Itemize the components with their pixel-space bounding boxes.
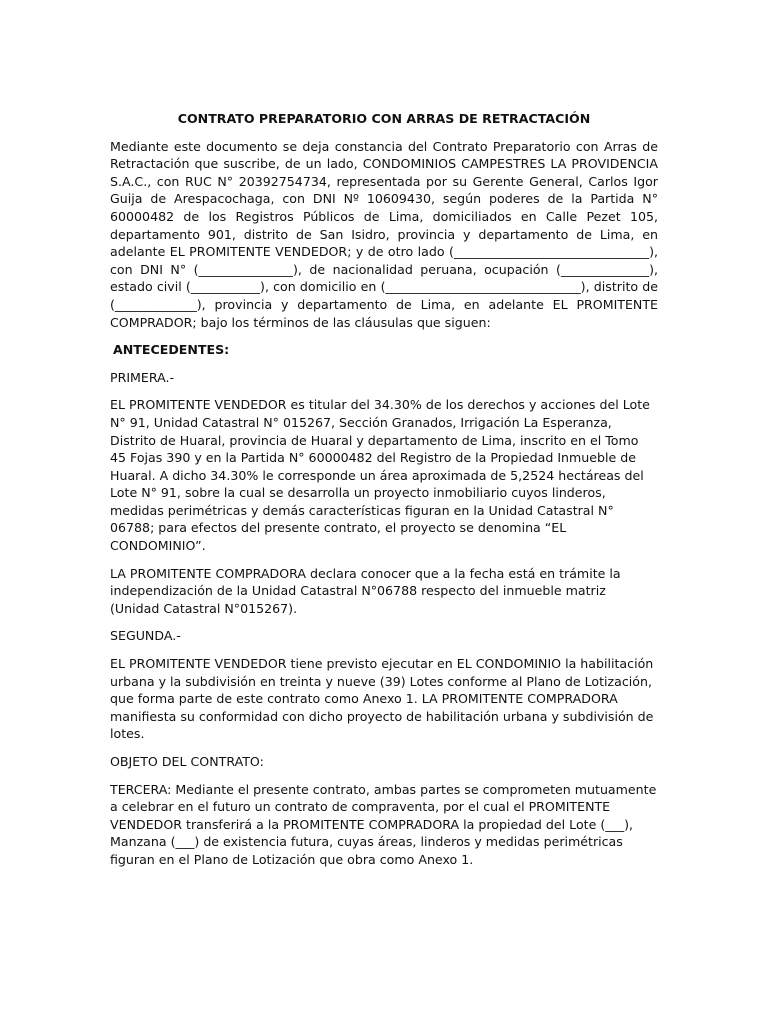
clause-segunda-label: SEGUNDA.- [110,628,181,644]
clause-primera-label: PRIMERA.- [110,369,175,385]
clause-tercera-paragraph: TERCERA: Mediante el presente contrato, ambas partes se comprometen mutuamente a celebrar en el futuro un contrato de compraventa, por el cual el PROMITENTE VENDEDOR transferirá a la PROMITENTE COMPRADORA la propiedad del Lote (___), Manzana (___) de existencia futura, cuyas áreas, linderos y medidas perimétricas figuran en el Plano de Lotización que obra como Anexo 1. [110,781,657,867]
objeto-contrato-label: OBJETO DEL CONTRATO: [110,754,264,769]
clause-primera-paragraph-2: LA PROMITENTE COMPRADORA declara conocer que a la fecha está en trámite la independización de la Unidad Catastral N°06788 respecto del inmueble matriz (Unidad Catastral N°015267). [110,565,621,616]
intro-paragraph: Mediante este documento se deja constancia del Contrato Preparatorio con Arras de Retractación que suscribe, de un lado, CONDOMINIOS CAMPESTRES LA PROVIDENCIA S.A.C., con RUC N° 20392754734, representada por su Gerente General, Carlos Igor Guija de Arespacochaga, con DNI Nº 10609430, según poderes de la Partida N° 60000482 de los Registros Públicos de Lima, domiciliados en Calle Pezet 105, departamento 901, distrito de San Isidro, provincia y departamento de Lima, en adelante EL PROMITENTE VENDEDOR; y de otro lado (_______________________________), con DNI N° (_______________), de nacionalidad peruana, ocupación (______________), estado civil (___________), con domicilio en (_______________________________), distrito de (_____________), provincia y departamento de Lima, en adelante EL PROMITENTE COMPRADOR; bajo los términos de las cláusulas que siguen: [110,138,658,330]
document-title: CONTRATO PREPARATORIO CON ARRAS DE RETRACTACIÓN [177,111,591,126]
clause-segunda-paragraph: EL PROMITENTE VENDEDOR tiene previsto ejecutar en EL CONDOMINIO la habilitación urbana y la subdivisión en treinta y nueve (39) Lotes conforme al Plano de Lotización, que forma parte de este contrato como Anexo 1. LA PROMITENTE COMPRADORA manifiesta su conformidad con dicho proyecto de habilitación urbana y subdivisión de lotes. [110,656,654,742]
antecedentes-heading: ANTECEDENTES: [113,342,230,358]
clause-primera-paragraph-1: EL PROMITENTE VENDEDOR es titular del 34.30% de los derechos y acciones del Lote N° 91, Unidad Catastral N° 015267, Sección Granados, Irrigación La Esperanza, Distrito de Huaral, provincia de Huaral y departamento de Lima, inscrito en el Tomo 45 Fojas 390 y en la Partida N° 60000482 del Registro de la Propiedad Inmueble de Huaral. A dicho 34.30% le corresponde un área aproximada de 5,2524 hectáreas del Lote N° 91, sobre la cual se desarrolla un proyecto inmobiliario cuyos linderos, medidas perimétricas y demás características figuran en la Unidad Catastral N° 06788; para efectos del presente contrato, el proyecto se denomina “EL CONDOMINIO”. [110,397,650,554]
